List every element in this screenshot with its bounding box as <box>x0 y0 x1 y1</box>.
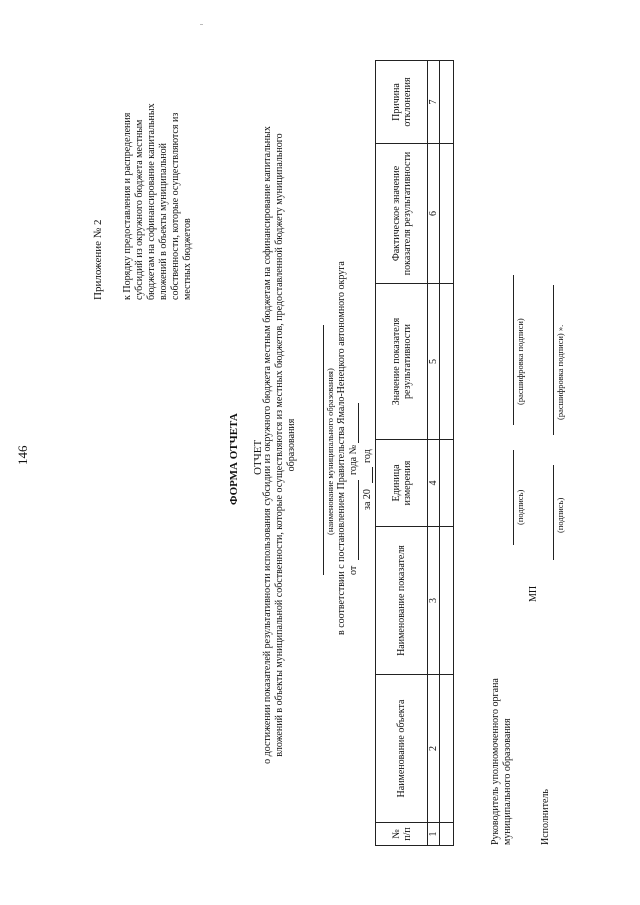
header-cell-actual-value: Фактическое значение показателя результативности <box>376 144 428 284</box>
report-desc-line: образования <box>286 418 297 472</box>
table-number-row <box>428 61 440 846</box>
period-year-blank <box>372 467 373 483</box>
table-cell <box>440 144 454 284</box>
header-cell-unit: Единица измерения <box>376 440 428 527</box>
head-title-line2: муниципального образования <box>502 718 513 845</box>
appendix-line: к Порядку предоставления и распределения <box>122 112 133 300</box>
resolution-text: в соответствии с постановлением Правительства Ямало-Ненецкого автономного округа <box>336 261 347 635</box>
table-cell <box>440 440 454 527</box>
head-decoding-line <box>513 275 514 425</box>
appendix-line: местных бюджетов <box>182 218 193 300</box>
table-cell <box>440 823 454 846</box>
appendix-line: вложений в объекты муниципальной <box>158 143 169 300</box>
year-number-label: года № <box>348 444 359 475</box>
header-cell-indicator: Наименование показателя <box>376 527 428 675</box>
period-label: за 20 <box>362 489 373 510</box>
number-cell: 2 <box>428 675 440 823</box>
period-year-label: год <box>362 449 373 463</box>
table-cell <box>440 61 454 144</box>
report-desc-line: вложений в объекты муниципальной собственности, которые осуществляются из местных бюджетов, предоставленной бюджету муниципального <box>274 133 285 757</box>
appendix-line: бюджетам на софинансирование капитальных <box>146 103 157 300</box>
stamp-label: МП <box>528 585 539 602</box>
table-header-row <box>376 61 428 846</box>
head-signature-line <box>513 450 514 545</box>
table-cell <box>440 527 454 675</box>
scan-mark <box>200 24 203 25</box>
form-title: ФОРМА ОТЧЕТА <box>228 413 240 505</box>
table-cell <box>440 675 454 823</box>
table-row <box>440 61 454 846</box>
executor-signature-line <box>553 465 554 560</box>
number-cell: 5 <box>428 284 440 440</box>
date-blank-line <box>358 480 359 560</box>
number-cell: 4 <box>428 440 440 527</box>
appendix-line: собственности, которые осуществляются из <box>170 112 181 300</box>
report-heading: ОТЧЕТ <box>252 439 264 475</box>
report-desc-line: о достижении показателей результативности использования субсидии из окружного бюджета местным бюджетам на софинансирование капитальных <box>262 126 273 764</box>
appendix-block <box>92 40 194 300</box>
header-cell-number: № п/п <box>376 823 428 846</box>
executor-label: Исполнитель <box>540 789 551 845</box>
head-signature-caption: (подпись) <box>515 489 525 525</box>
from-label: от <box>348 565 359 575</box>
head-title-line1: Руководитель уполномоченного органа <box>490 678 501 845</box>
head-decoding-caption: (расшифровка подписи) <box>515 318 525 405</box>
number-cell: 3 <box>428 527 440 675</box>
header-cell-object: Наименование объекта <box>376 675 428 823</box>
header-cell-deviation-reason: Причина отклонения <box>376 61 428 144</box>
report-description <box>262 45 298 845</box>
municipality-caption: (наименование муниципального образования) <box>325 368 335 535</box>
number-blank-line <box>358 403 359 443</box>
appendix-title: Приложение № 2 <box>92 219 104 300</box>
header-cell-planned-value: Значение показателя результативности <box>376 284 428 440</box>
executor-decoding-caption: (расшифровка подписи) ». <box>555 324 565 420</box>
municipality-name-line <box>323 325 324 575</box>
executor-decoding-line <box>553 285 554 435</box>
number-cell: 7 <box>428 61 440 144</box>
executor-signature-caption: (подпись) <box>555 497 565 533</box>
report-table <box>375 60 454 846</box>
number-cell: 1 <box>428 823 440 846</box>
appendix-line: субсидий из окружного бюджета местным <box>134 119 145 300</box>
number-cell: 6 <box>428 144 440 284</box>
page-number: 146 <box>15 445 30 465</box>
table-cell <box>440 284 454 440</box>
